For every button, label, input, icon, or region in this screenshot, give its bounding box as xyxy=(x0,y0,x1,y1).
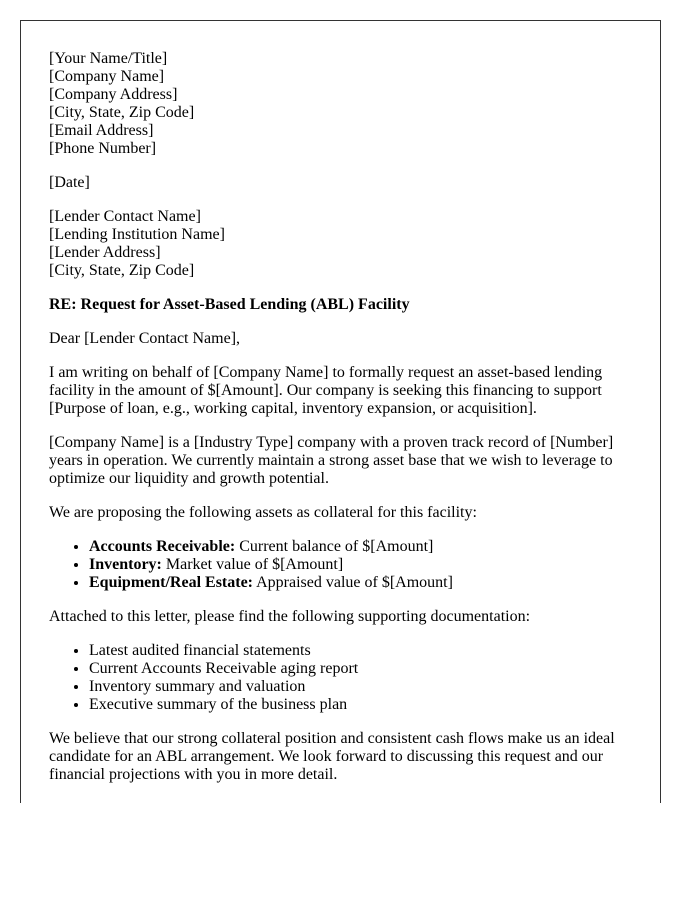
item-text: Appraised value of $[Amount] xyxy=(253,574,453,591)
subject-text: RE: Request for Asset-Based Lending (ABL) Facility xyxy=(49,296,410,313)
recipient-name: [Lender Contact Name] xyxy=(49,208,201,225)
paragraph-collateral-intro: We are proposing the following assets as collateral for this facility: xyxy=(49,504,477,521)
letter-page xyxy=(20,20,661,803)
paragraph-request: I am writing on behalf of [Company Name] to formally request an asset-based lending facility in the amount of $[Amount]. Our company is seeking this financing to support [Purpose of loan, e.g., working capital, inventory expansion, or acquisition]. xyxy=(49,364,603,417)
recipient-block xyxy=(49,208,632,280)
recipient-address: [Lender Address] xyxy=(49,244,161,261)
list-item: • Executive summary of the business plan xyxy=(89,696,632,714)
sender-phone: [Phone Number] xyxy=(49,140,157,157)
letter-date: [Date] xyxy=(49,174,90,191)
sender-city: [City, State, Zip Code] xyxy=(49,104,195,121)
salutation: Dear [Lender Contact Name], xyxy=(49,330,241,347)
list-item xyxy=(89,538,632,556)
paragraph-company: [Company Name] is a [Industry Type] company with a proven track record of [Number] years in operation. We currently maintain a strong asset base that we wish to leverage to optimize our liquidity and growth potential. xyxy=(49,434,614,487)
sender-block xyxy=(49,50,632,158)
sender-address: [Company Address] xyxy=(49,86,178,103)
item-label: Equipment/Real Estate: xyxy=(89,574,253,591)
item-text: Current balance of $[Amount] xyxy=(235,538,434,555)
sender-name: [Your Name/Title] xyxy=(49,50,168,67)
item-label: Accounts Receivable: xyxy=(89,538,236,555)
documents-list xyxy=(49,642,632,714)
list-item: • Inventory summary and valuation xyxy=(89,678,632,696)
list-item xyxy=(89,574,632,592)
list-item xyxy=(89,556,632,574)
item-label: Inventory: xyxy=(89,556,162,573)
list-item: • Latest audited financial statements xyxy=(89,642,632,660)
paragraph-closing: We believe that our strong collateral position and consistent cash flows make us an ideal candidate for an ABL arrangement. We look forward to discussing this request and our financial projections with you in more detail. xyxy=(49,730,615,783)
recipient-institution: [Lending Institution Name] xyxy=(49,226,225,243)
paragraph-attachments-intro: Attached to this letter, please find the following supporting documentation: xyxy=(49,608,531,625)
sender-email: [Email Address] xyxy=(49,122,154,139)
list-item: • Current Accounts Receivable aging report xyxy=(89,660,632,678)
collateral-list xyxy=(49,538,632,592)
subject-line xyxy=(49,296,632,314)
sender-company: [Company Name] xyxy=(49,68,165,85)
item-text: Market value of $[Amount] xyxy=(161,556,344,573)
recipient-city: [City, State, Zip Code] xyxy=(49,262,195,279)
